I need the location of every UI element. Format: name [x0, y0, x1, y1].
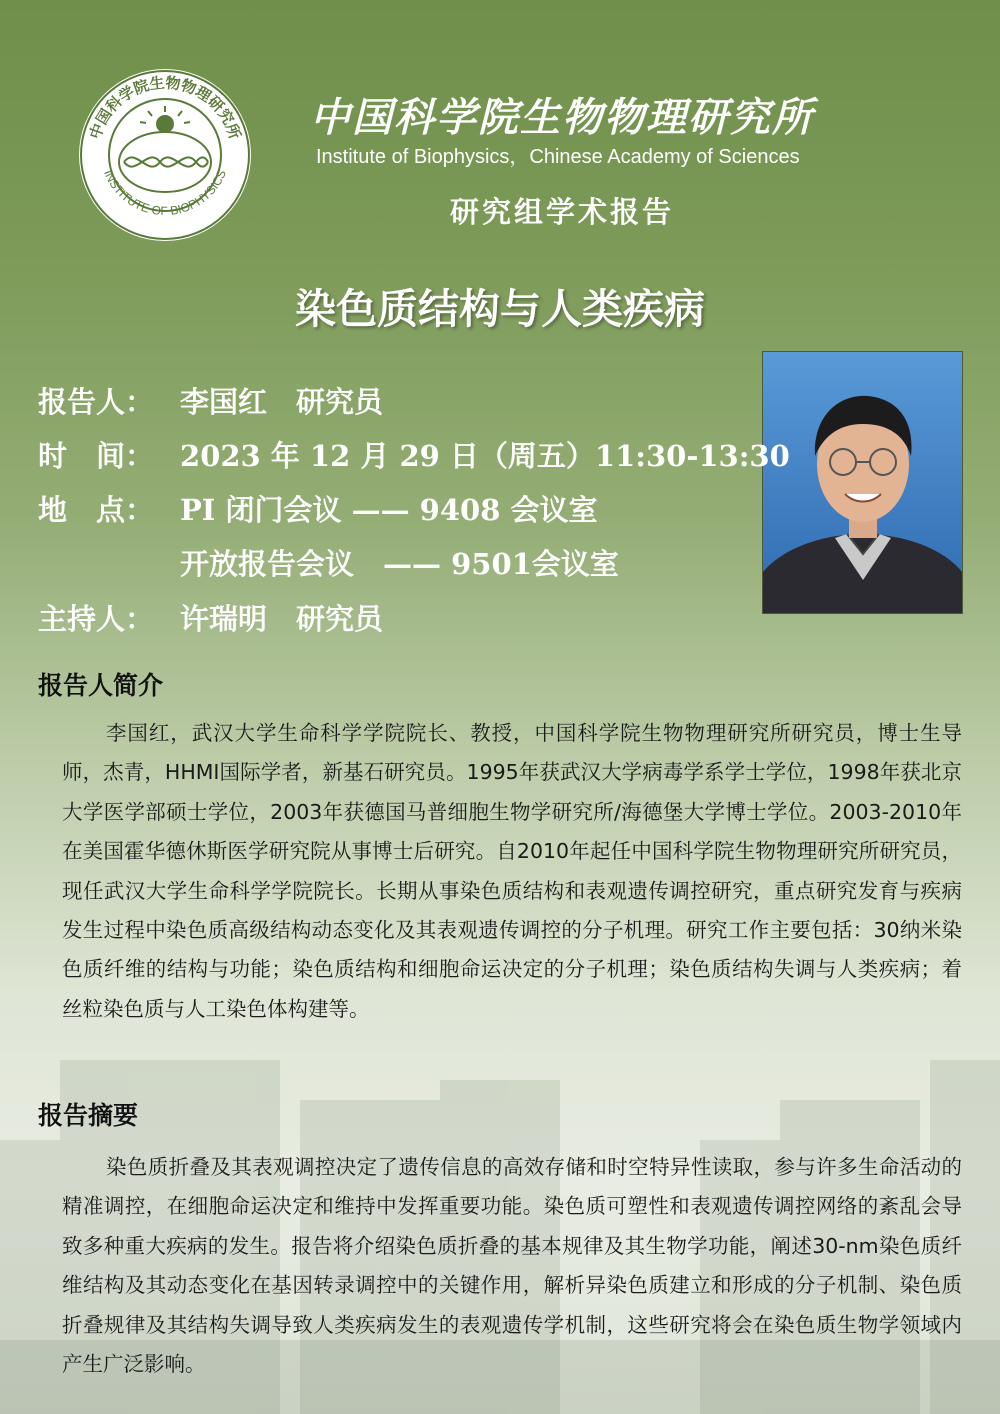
place-row — [38, 488, 597, 529]
place-value-closed: PI 闭门会议 —— 9408 会议室 — [180, 493, 598, 527]
svg-text:INSTITUTE OF BIOPHYSICS: INSTITUTE OF BIOPHYSICS — [101, 167, 229, 219]
svg-text:中国科学院生物物理研究所: 中国科学院生物物理研究所 — [86, 73, 244, 142]
page-header — [0, 0, 1000, 260]
report-type-heading: 研究组学术报告 — [450, 195, 675, 229]
host-value: 许瑞明 研究员 — [180, 602, 384, 636]
abstract-paragraph: 染色质折叠及其表观调控决定了遗传信息的高效存储和时空特异性读取，参与许多生命活动的精准调控，在细胞命运决定和维持中发挥重要功能。染色质可塑性和表观遗传调控网络的紊乱会导致多种重大疾病的发生。报告将介绍染色质折叠的基本规律及其生物学功能，阐述30-nm染色质纤维结构及其动态变化在基因转录调控中的关键作用，解析异染色质建立和形成的分子机制、染色质折叠规律及其结构失调导致人类疾病发生的表观遗传学机制，这些研究将会在染色质生物学领域内产生广泛影响。 — [62, 1155, 962, 1377]
time-row — [38, 434, 790, 475]
host-row — [38, 597, 383, 638]
host-label: 主持人： — [38, 602, 155, 636]
place-row-2 — [38, 542, 619, 583]
time-label: 时 间： — [38, 439, 155, 473]
speaker-photo — [762, 351, 963, 614]
place-value-open: 开放报告会议 —— 9501会议室 — [180, 547, 619, 581]
bio-heading: 报告人简介 — [38, 671, 164, 700]
talk-title: 染色质结构与人类疾病 — [295, 285, 705, 333]
institute-name-chinese: 中国科学院生物物理研究所 — [310, 94, 814, 141]
place-label: 地 点： — [38, 493, 155, 527]
institute-name-english: Institute of Biophysics，Chinese Academy of Sciences — [316, 146, 800, 168]
time-value: 2023 年 12 月 29 日（周五）11:30-13:30 — [180, 439, 790, 473]
institute-logo-icon — [76, 66, 254, 244]
speaker-value: 李国红 研究员 — [180, 385, 384, 419]
bio-paragraph: 李国红，武汉大学生命科学学院院长、教授，中国科学院生物物理研究所研究员，博士生导师，杰青，HHMI国际学者，新基石研究员。1995年获武汉大学病毒学系学士学位，1998年获北京大学医学部硕士学位，2003年获德国马普细胞生物学研究所/海德堡大学博士学位。2003-2010年在美国霍华德休斯医学研究院从事博士后研究。自2010年起任中国科学院生物物理研究所研究员，现任武汉大学生命科学学院院长。长期从事染色质结构和表观遗传调控研究，重点研究发育与疾病发生过程中染色质高级结构动态变化及其表观遗传调控的分子机理。研究工作主要包括：30纳米染色质纤维的结构与功能；染色质结构和细胞命运决定的分子机理；染色质结构失调与人类疾病；着丝粒染色质与人工染色体构建等。 — [62, 721, 962, 1021]
speaker-label: 报告人： — [38, 385, 155, 419]
speaker-row — [38, 380, 383, 421]
abstract-heading: 报告摘要 — [38, 1101, 139, 1130]
